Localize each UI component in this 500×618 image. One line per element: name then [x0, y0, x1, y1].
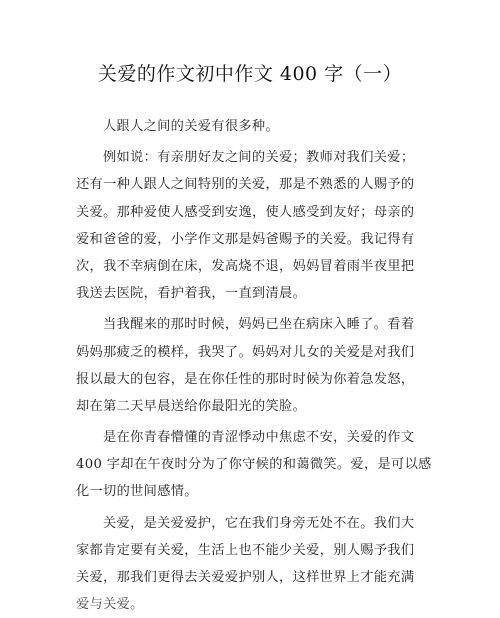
document-title: 关爱的作文初中作文 400 字（一）	[97, 63, 403, 85]
text-line: 化一切的世间感情。	[76, 484, 198, 500]
text-line: 妈妈那疲乏的模样，我哭了。妈妈对儿女的关爱是对我们	[76, 344, 415, 360]
text-line: 关爱，那我们更得去关爱爱护别人，这样世界上才能充满	[76, 570, 415, 585]
text-line: 爱与关爱。	[76, 597, 144, 613]
text-line: 关爱，是关爱爱护，它在我们身旁无处不在。我们大	[103, 515, 415, 531]
document-body	[76, 113, 432, 613]
text-line: 关爱。那种爱使人感受到安逸，使人感受到友好；母亲的	[76, 204, 415, 220]
text-line: 400 字却在午夜时分为了你守候的和蔼微笑。爱，是可以感	[76, 457, 432, 473]
text-line: 却在第二天早晨送给你最阳光的笑脸。	[76, 398, 307, 414]
text-line: 还有一种人跟人之间特别的关爱，那是不熟悉的人赐予的	[76, 177, 415, 193]
text-line: 人跟人之间的关爱有很多种。	[103, 119, 279, 134]
text-line: 是在你青春懵懂的青涩悸动中焦虑不安，关爱的作文	[103, 430, 415, 446]
text-line: 家都肯定要有关爱，生活上也不能少关爱，别人赐予我们	[76, 542, 415, 558]
text-line: 当我醒来的那时时候，妈妈已坐在病床入睡了。看着	[103, 317, 415, 333]
text-line: 次，我不幸病倒在床，发高烧不退，妈妈冒着雨半夜里把	[76, 258, 415, 274]
text-line: 爱和爸爸的爱，小学作文那是妈爸赐予的关爱。我记得有	[76, 231, 415, 247]
text-line: 我送去医院，看护着我，一直到清晨。	[76, 286, 307, 302]
text-line: 例如说：有亲朋好友之间的关爱；教师对我们关爱；	[103, 150, 415, 166]
text-line: 报以最大的包容，是在你任性的那时时候为你着急发怒，	[76, 371, 415, 387]
